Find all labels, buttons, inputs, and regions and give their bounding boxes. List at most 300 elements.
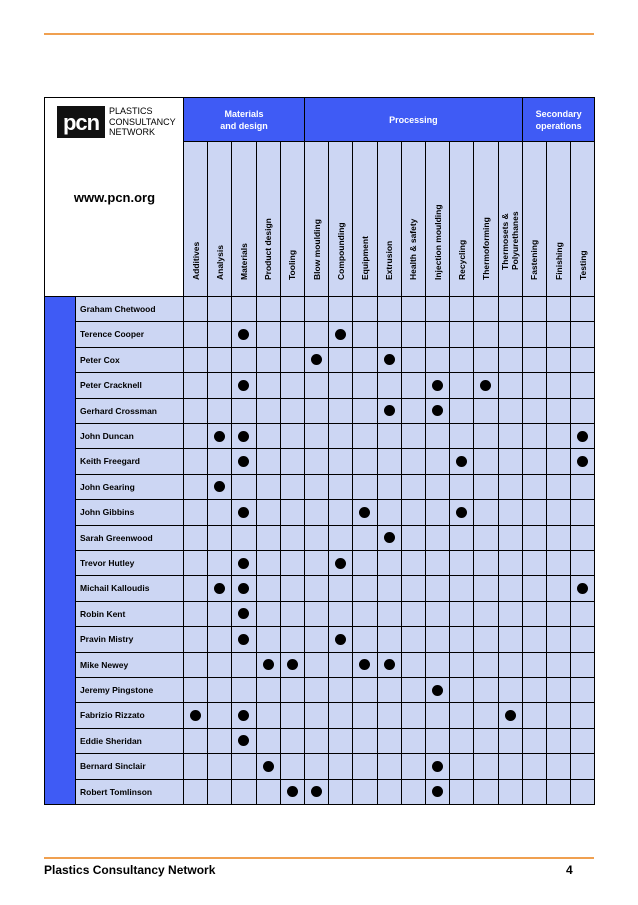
matrix-cell [207,575,232,601]
matrix-cell [352,474,377,500]
matrix-cell [449,448,474,474]
matrix-cell [425,372,450,398]
matrix-cell [304,321,329,347]
expertise-dot [311,786,322,797]
matrix-cell [207,474,232,500]
matrix-cell [449,398,474,424]
matrix-cell [546,728,571,754]
matrix-cell [207,347,232,373]
matrix-cell [449,779,474,805]
matrix-cell [401,779,426,805]
matrix-cell [498,626,523,652]
consultant-name: Robin Kent [75,601,184,627]
matrix-cell [256,398,281,424]
expertise-dot [432,761,443,772]
column-label [384,241,394,280]
matrix-cell [473,372,498,398]
column-label [360,236,370,280]
matrix-cell [570,626,595,652]
matrix-cell [304,753,329,779]
matrix-cell [207,550,232,576]
matrix-cell [473,499,498,525]
matrix-cell [522,575,547,601]
matrix-cell [473,728,498,754]
matrix-cell [328,550,353,576]
column-header [401,141,426,297]
matrix-cell [449,499,474,525]
matrix-cell [498,347,523,373]
matrix-cell [352,423,377,449]
matrix-cell [401,702,426,728]
matrix-cell [377,779,402,805]
matrix-cell [352,626,377,652]
matrix-cell [425,448,450,474]
matrix-cell [546,321,571,347]
expertise-dot [263,761,274,772]
matrix-cell [280,728,305,754]
matrix-cell [280,550,305,576]
matrix-cell [377,626,402,652]
matrix-cell [570,525,595,551]
expertise-dot [335,329,346,340]
expertise-dot [384,532,395,543]
matrix-cell [207,448,232,474]
logo-wordmark [109,106,176,138]
matrix-cell [498,702,523,728]
pcn-logo: pcn [57,106,105,138]
matrix-cell [425,601,450,627]
matrix-cell [256,550,281,576]
column-label [287,250,297,280]
matrix-cell [546,423,571,449]
matrix-cell [401,652,426,678]
consultant-name: Trevor Hutley [75,550,184,576]
matrix-cell [425,626,450,652]
matrix-cell [377,474,402,500]
matrix-cell [570,499,595,525]
footer-title: Plastics Consultancy Network [44,863,216,877]
matrix-cell [280,321,305,347]
matrix-cell [570,601,595,627]
matrix-cell [304,601,329,627]
consultant-name: Mike Newey [75,652,184,678]
matrix-cell [522,296,547,322]
matrix-cell [473,321,498,347]
matrix-cell [352,550,377,576]
matrix-cell [401,296,426,322]
column-label-line: Thermoforming [480,217,491,280]
matrix-cell [570,296,595,322]
matrix-cell [473,423,498,449]
matrix-cell [522,372,547,398]
matrix-cell [256,753,281,779]
matrix-cell [546,525,571,551]
matrix-cell [546,372,571,398]
matrix-cell [546,474,571,500]
matrix-cell [425,296,450,322]
expertise-dot [384,659,395,670]
consultant-name: Robert Tomlinson [75,779,184,805]
matrix-cell [401,753,426,779]
column-label-line: Thermosets & [500,213,511,270]
matrix-cell [570,474,595,500]
matrix-cell [401,474,426,500]
column-header [207,141,232,297]
expertise-dot [359,659,370,670]
matrix-cell [231,525,256,551]
matrix-cell [183,499,208,525]
matrix-cell [570,779,595,805]
matrix-cell [207,525,232,551]
matrix-cell [256,779,281,805]
matrix-cell [473,753,498,779]
matrix-cell [473,550,498,576]
matrix-cell [280,753,305,779]
consultant-name: Pravin Mistry [75,626,184,652]
column-header [352,141,377,297]
matrix-cell [207,372,232,398]
matrix-cell [425,728,450,754]
matrix-cell [280,372,305,398]
matrix-cell [183,448,208,474]
consultant-name: Bernard Sinclair [75,753,184,779]
matrix-cell [546,702,571,728]
matrix-cell [231,702,256,728]
expertise-dot [432,405,443,416]
matrix-cell [352,372,377,398]
matrix-cell [304,423,329,449]
matrix-cell [570,347,595,373]
matrix-cell [352,398,377,424]
matrix-cell [522,677,547,703]
matrix-cell [280,296,305,322]
matrix-cell [570,423,595,449]
matrix-cell [183,321,208,347]
matrix-cell [183,372,208,398]
website-url[interactable]: www.pcn.org [73,190,156,205]
matrix-cell [207,321,232,347]
matrix-cell [473,677,498,703]
matrix-cell [449,423,474,449]
expertise-dot [238,456,249,467]
matrix-cell [207,423,232,449]
column-label [408,219,418,280]
column-label-line: Finishing [553,242,564,280]
matrix-cell [304,626,329,652]
matrix-cell [183,601,208,627]
column-label-line: Health & safety [408,218,419,280]
expertise-dot [263,659,274,670]
matrix-cell [207,779,232,805]
top-rule [44,33,594,35]
column-header [473,141,498,297]
matrix-cell [328,677,353,703]
expertise-dot [238,380,249,391]
matrix-cell [304,779,329,805]
column-label [481,217,491,280]
column-label-line: Polyurethanes [510,211,521,270]
matrix-cell [401,525,426,551]
matrix-cell [207,728,232,754]
column-label [191,242,201,280]
matrix-cell [328,525,353,551]
matrix-cell [498,296,523,322]
consultant-name: Graham Chetwood [75,296,184,322]
matrix-cell [377,550,402,576]
group-header [304,97,523,142]
matrix-cell [401,347,426,373]
matrix-cell [304,347,329,373]
matrix-cell [328,423,353,449]
matrix-cell [449,677,474,703]
expertise-dot [432,380,443,391]
matrix-cell [183,652,208,678]
matrix-cell [546,347,571,373]
matrix-cell [425,525,450,551]
column-header [425,141,450,297]
group-label-line: and design [220,120,268,131]
column-header [304,141,329,297]
matrix-cell [304,296,329,322]
expertise-dot [190,710,201,721]
matrix-cell [256,575,281,601]
group-label-line: operations [535,120,582,131]
consultant-name: John Gearing [75,474,184,500]
consultant-name: John Gibbins [75,499,184,525]
matrix-cell [256,702,281,728]
expertise-dot [311,354,322,365]
matrix-cell [546,753,571,779]
matrix-cell [352,702,377,728]
matrix-cell [377,575,402,601]
matrix-cell [328,728,353,754]
matrix-cell [522,423,547,449]
group-label [389,114,438,126]
matrix-cell [449,372,474,398]
matrix-cell [498,575,523,601]
matrix-cell [425,474,450,500]
matrix-cell [256,474,281,500]
matrix-cell [570,321,595,347]
matrix-cell [449,753,474,779]
column-label-line: Extrusion [384,240,395,280]
matrix-cell [352,652,377,678]
matrix-cell [498,423,523,449]
expertise-dot [238,735,249,746]
matrix-cell [183,525,208,551]
consultant-name: Michail Kalloudis [75,575,184,601]
matrix-cell [401,728,426,754]
matrix-cell [425,677,450,703]
matrix-cell [231,296,256,322]
matrix-cell [570,652,595,678]
column-label-line: Equipment [359,236,370,280]
matrix-cell [546,652,571,678]
column-header [546,141,571,297]
matrix-cell [304,550,329,576]
matrix-cell [401,398,426,424]
column-label-line: Injection moulding [432,204,443,280]
matrix-cell [280,499,305,525]
matrix-cell [280,448,305,474]
matrix-cell [377,728,402,754]
matrix-cell [377,296,402,322]
matrix-cell [231,474,256,500]
matrix-cell [183,728,208,754]
matrix-cell [425,753,450,779]
expertise-dot [238,634,249,645]
matrix-cell [425,702,450,728]
matrix-cell [377,702,402,728]
matrix-cell [207,626,232,652]
matrix-cell [328,448,353,474]
matrix-cell [522,550,547,576]
matrix-cell [498,321,523,347]
matrix-cell [401,601,426,627]
matrix-cell [449,296,474,322]
column-label [529,240,539,280]
expertise-dot [238,431,249,442]
column-label-line: Compounding [335,222,346,280]
matrix-cell [256,626,281,652]
matrix-cell [304,398,329,424]
matrix-cell [449,347,474,373]
matrix-cell [256,652,281,678]
column-header [522,141,547,297]
matrix-cell [546,677,571,703]
matrix-cell [473,474,498,500]
matrix-cell [449,626,474,652]
matrix-cell [256,601,281,627]
expertise-dot [432,685,443,696]
logo-panel [44,97,184,297]
matrix-cell [256,296,281,322]
matrix-cell [207,702,232,728]
matrix-cell [401,677,426,703]
matrix-cell [304,474,329,500]
matrix-cell [377,525,402,551]
matrix-cell [183,753,208,779]
matrix-cell [522,753,547,779]
matrix-cell [183,347,208,373]
matrix-cell [256,499,281,525]
matrix-cell [231,321,256,347]
expertise-dot [384,405,395,416]
matrix-cell [207,499,232,525]
matrix-cell [231,626,256,652]
column-label-line: Materials [238,243,249,280]
expertise-dot [238,329,249,340]
matrix-cell [377,423,402,449]
matrix-cell [231,347,256,373]
consultant-name: Sarah Greenwood [75,525,184,551]
matrix-cell [280,575,305,601]
matrix-cell [231,652,256,678]
matrix-cell [377,347,402,373]
column-label [239,243,249,280]
matrix-cell [183,398,208,424]
column-header [256,141,281,297]
column-header [377,141,402,297]
matrix-cell [498,728,523,754]
matrix-cell [328,499,353,525]
matrix-cell [231,550,256,576]
matrix-cell [183,779,208,805]
matrix-cell [352,525,377,551]
matrix-cell [425,575,450,601]
matrix-cell [207,398,232,424]
matrix-cell [231,423,256,449]
matrix-cell [328,601,353,627]
matrix-cell [231,398,256,424]
matrix-cell [231,779,256,805]
matrix-cell [449,575,474,601]
matrix-cell [473,296,498,322]
group-label-line: Secondary [535,108,582,119]
matrix-cell [207,677,232,703]
matrix-cell [304,702,329,728]
matrix-cell [473,347,498,373]
matrix-cell [498,601,523,627]
matrix-cell [546,779,571,805]
matrix-cell [425,347,450,373]
matrix-cell [377,448,402,474]
matrix-cell [207,601,232,627]
matrix-cell [570,398,595,424]
matrix-cell [231,753,256,779]
matrix-cell [352,499,377,525]
matrix-cell [401,372,426,398]
matrix-cell [280,474,305,500]
page-number: 4 [566,863,573,877]
matrix-cell [328,753,353,779]
matrix-cell [473,779,498,805]
matrix-cell [328,652,353,678]
matrix-cell [183,296,208,322]
expertise-dot [456,456,467,467]
matrix-cell [546,499,571,525]
consultant-name: Peter Cox [75,347,184,373]
expertise-dot [287,786,298,797]
expertise-dot [238,583,249,594]
matrix-cell [352,753,377,779]
matrix-cell [328,321,353,347]
matrix-cell [546,398,571,424]
expertise-dot [214,431,225,442]
column-label [215,245,225,280]
logo-line: CONSULTANCY [109,116,176,127]
matrix-cell [280,677,305,703]
matrix-cell [280,601,305,627]
consultant-name: Peter Cracknell [75,372,184,398]
matrix-cell [522,652,547,678]
matrix-cell [449,728,474,754]
column-label [500,211,520,270]
matrix-cell [280,347,305,373]
matrix-cell [256,448,281,474]
matrix-cell [498,499,523,525]
column-label [433,204,443,280]
matrix-cell [304,677,329,703]
matrix-cell [256,372,281,398]
matrix-cell [570,677,595,703]
column-label-line: Blow moulding [311,219,322,280]
column-label [263,218,273,280]
matrix-cell [425,550,450,576]
column-label-line: Tooling [287,249,298,280]
matrix-cell [280,702,305,728]
matrix-cell [498,474,523,500]
